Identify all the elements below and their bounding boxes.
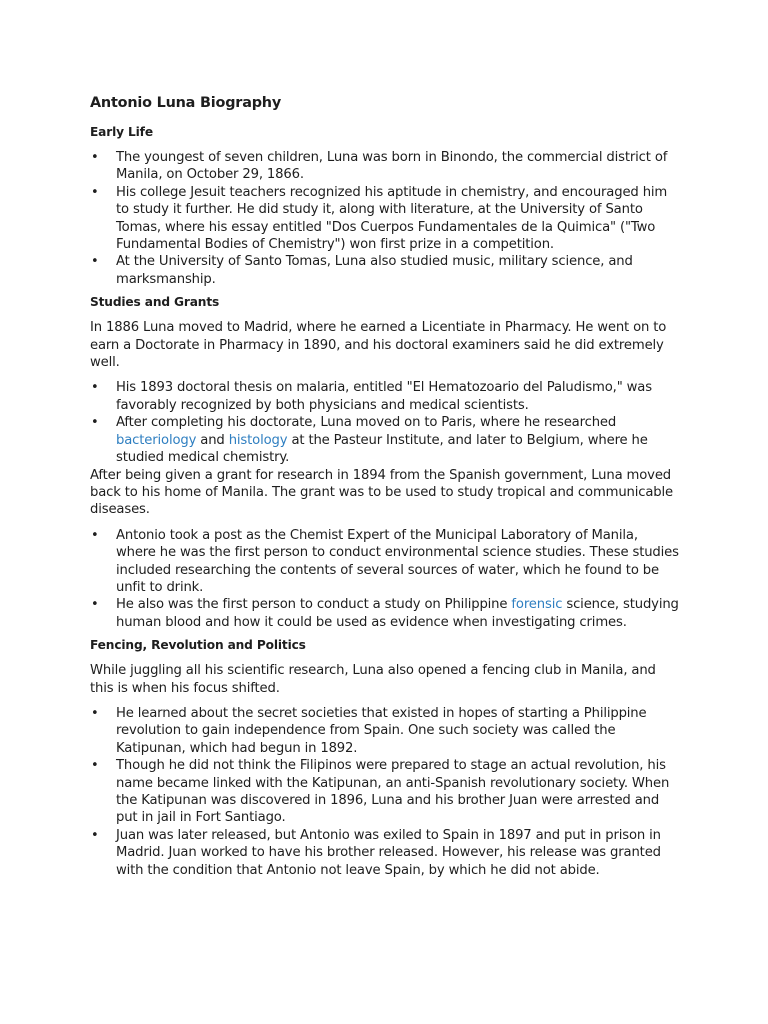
fencing-intro-paragraph: While juggling all his scientific research, Luna also opened a fencing club in Manila, and this is when his focus shifted. <box>90 663 656 696</box>
early-life-list <box>90 149 680 288</box>
studies-list-1 <box>90 379 680 466</box>
section-heading-fencing: Fencing, Revolution and Politics <box>90 638 306 653</box>
list-item <box>90 379 680 414</box>
list-item <box>90 757 680 827</box>
list-item-text: At the University of Santo Tomas, Luna also studied music, military science, and marksmanship. <box>116 254 633 287</box>
bullet-marker: • <box>91 150 99 165</box>
list-item-text-before: He also was the first person to conduct a study on Philippine <box>116 597 512 613</box>
bullet-marker: • <box>91 758 99 774</box>
list-item-text: Juan was later released, but Antonio was exiled to Spain in 1897 and put in prison in Madrid. Juan worked to have his brother released. However, his release was granted with the condition that Antonio not leave Spain, by which he did not abide. <box>116 827 661 878</box>
list-item-text: Antonio took a post as the Chemist Expert of the Municipal Laboratory of Manila, where he was the first person to conduct environmental science studies. These studies included researching the contents of several sources of water, which he found to be unfit to drink. <box>116 527 679 595</box>
bullet-marker: • <box>91 827 99 843</box>
list-item-text: His 1893 doctoral thesis on malaria, entitled "El Hematozoario del Paludismo," was favorably recognized by both physicians and medical scientists. <box>116 380 652 413</box>
forensic-link[interactable]: forensic <box>511 597 563 613</box>
bacteriology-link[interactable]: bacteriology <box>116 432 197 448</box>
bullet-marker: • <box>91 254 99 270</box>
list-item-text: He learned about the secret societies that existed in hopes of starting a Philippine revolution to gain independence from Spain. One such society was called the Katipunan, which had begun in 1892. <box>116 705 647 756</box>
bullet-marker: • <box>91 184 99 200</box>
bullet-marker: • <box>91 415 99 431</box>
grant-paragraph: After being given a grant for research in 1894 from the Spanish government, Luna moved back to his home of Manila. The grant was to be used to study tropical and communicable diseases. <box>90 467 674 518</box>
bullet-marker: • <box>91 597 99 613</box>
bullet-marker: • <box>91 527 99 543</box>
section-heading-early-life: Early Life <box>90 125 153 139</box>
list-item-text-after: at the Pasteur Institute, and later to Belgium, where he studied medical chemistry. <box>116 432 648 466</box>
studies-list-2 <box>90 527 680 631</box>
studies-intro-paragraph: In 1886 Luna moved to Madrid, where he earned a Licentiate in Pharmacy. He went on to earn a Doctorate in Pharmacy in 1890, and his doctoral examiners said he did extremely well. <box>90 320 667 371</box>
list-item <box>90 596 680 631</box>
list-item <box>90 827 680 879</box>
list-item-text: The youngest of seven children, Luna was born in Binondo, the commercial district of Manila, on October 29, 1866. <box>116 150 668 183</box>
list-item-text-mid: and <box>196 432 229 448</box>
list-item <box>90 705 680 757</box>
list-item <box>90 184 680 254</box>
list-item <box>90 527 680 597</box>
section-heading-studies: Studies and Grants <box>90 295 220 310</box>
page-title: Antonio Luna Biography <box>90 95 282 111</box>
bullet-marker: • <box>91 380 99 396</box>
list-item-text: His college Jesuit teachers recognized his aptitude in chemistry, and encouraged him to study it further. He did study it, along with literature, at the University of Santo Tomas, where his essay entitled "Dos Cuerpos Fundamentales de la Quimica" ("Two Fundamental Bodies of Chemistry") won first prize in a competition. <box>116 184 668 253</box>
list-item <box>90 253 680 288</box>
list-item-text: Though he did not think the Filipinos were prepared to stage an actual revolution, his name became linked with the Katipunan, an anti-Spanish revolutionary society. When the Katipunan was discovered in 1896, Luna and his brother Juan were arrested and put in jail in Fort Santiago. <box>116 758 670 826</box>
document-page <box>90 92 680 884</box>
bullet-marker: • <box>91 705 99 721</box>
list-item <box>90 414 680 466</box>
list-item-text-after: science, studying human blood and how it could be used as evidence when investigating crimes. <box>116 597 679 630</box>
list-item-text-before: After completing his doctorate, Luna moved on to Paris, where he researched <box>116 415 617 431</box>
histology-link[interactable]: histology <box>228 432 288 448</box>
list-item <box>90 149 680 184</box>
fencing-list <box>90 705 680 879</box>
